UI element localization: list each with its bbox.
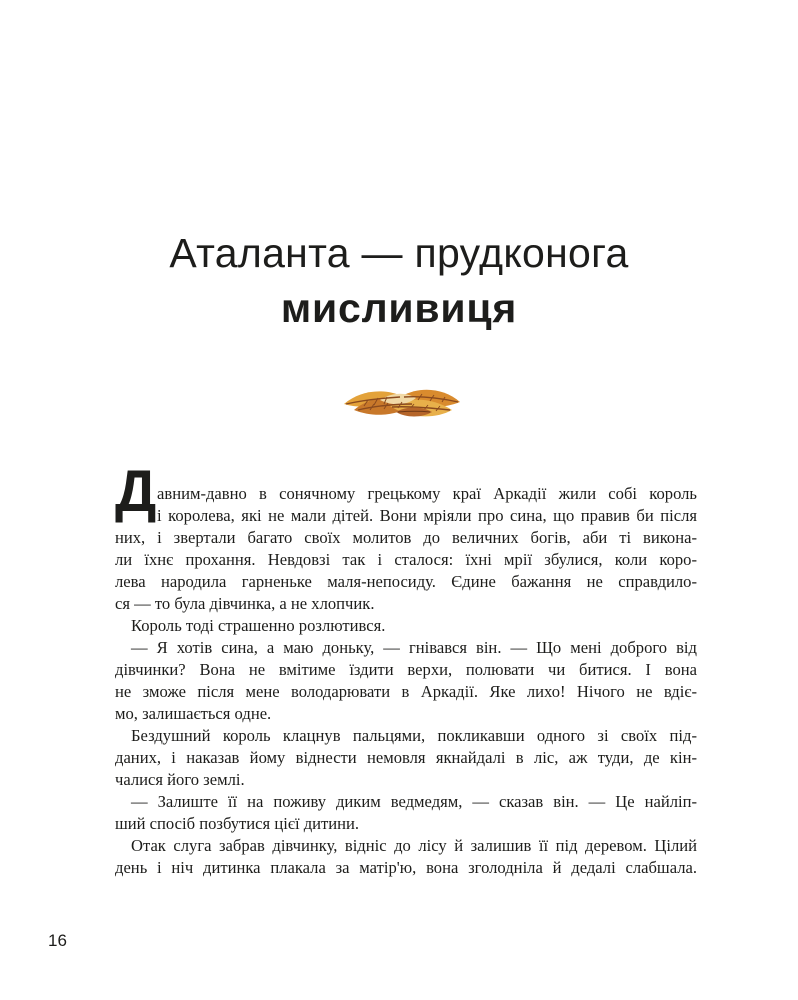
text-line: лева народила гарненьке маля-непосиду. Єдине бажання не справдило- bbox=[115, 572, 697, 591]
text-line: день і ніч дитинка плакала за матір'ю, вона зголодніла й дедалі слабшала. bbox=[115, 858, 697, 877]
chapter-title bbox=[60, 226, 738, 336]
text-line: — Я хотів сина, а маю доньку, — гнівався він. — Що мені доброго від bbox=[131, 638, 697, 657]
text-line: них, і звертали багато своїх молитов до величних богів, аби ті викона- bbox=[115, 528, 697, 547]
text-line: чалися його землі. bbox=[115, 770, 245, 789]
text-line: Отак слуга забрав дівчинку, відніс до лісу й залишив її під деревом. Цілий bbox=[131, 836, 697, 855]
text-line: авним-давно в сонячному грецькому краї Аркадії жили собі король bbox=[157, 484, 697, 503]
autumn-leaves-ornament-icon bbox=[340, 376, 464, 426]
text-line: і королева, які не мали дітей. Вони мріяли про сина, що правив би після bbox=[157, 506, 697, 525]
text-line: — Залиште її на поживу диким ведмедям, — сказав він. — Це найліп- bbox=[131, 792, 697, 811]
text-line: ший спосіб позбутися цієї дитини. bbox=[115, 814, 360, 833]
text-line: мо, залишається одне. bbox=[115, 704, 272, 723]
chapter-title-line-2: мисливиця bbox=[280, 285, 518, 331]
text-line: Король тоді страшенно розлютився. bbox=[131, 616, 386, 635]
chapter-title-line-1: Аталанта — прудконога bbox=[169, 230, 629, 276]
text-line: не зможе після мене володарювати в Аркадії. Яке лихо! Нічого не вдіє- bbox=[115, 682, 697, 701]
page-number: 16 bbox=[48, 931, 67, 950]
text-line: ли їхнє прохання. Невдовзі так і сталося: їхні мрії збулися, коли коро- bbox=[115, 550, 697, 569]
text-line: ся — то була дівчинка, а не хлопчик. bbox=[115, 594, 375, 613]
text-line: дівчинки? Вона не вмітиме їздити верхи, полювати чи битися. І вона bbox=[115, 660, 697, 679]
text-line: Бездушний король клацнув пальцями, покликавши одного зі своїх під- bbox=[131, 726, 697, 745]
drop-cap: Д bbox=[115, 459, 157, 524]
text-line: даних, і наказав йому віднести немовля якнайдалі в ліс, аж туди, де кін- bbox=[115, 748, 697, 767]
